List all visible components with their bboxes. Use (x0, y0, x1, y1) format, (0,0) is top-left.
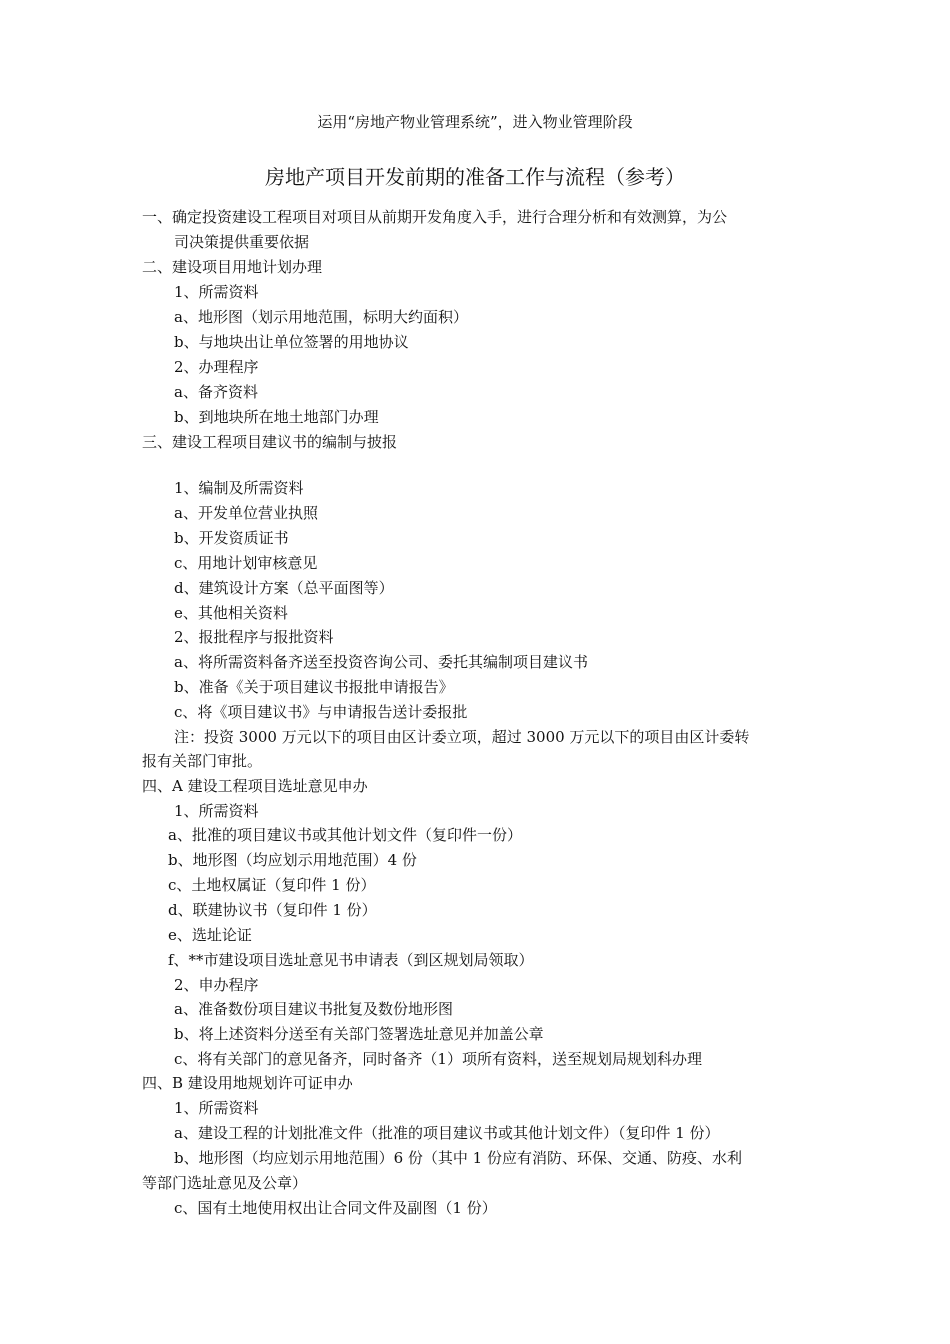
note-line-2: 报有关部门审批。 (142, 752, 263, 770)
list-item: c、用地计划审核意见 (174, 554, 318, 572)
list-item: c、将《项目建议书》与申请报告送计委报批 (174, 703, 468, 721)
list-item: 2、申办程序 (174, 976, 259, 994)
list-item: b、到地块所在地土地部门办理 (174, 408, 379, 426)
list-item: b、地形图（均应划示用地范围）6 份（其中 1 份应有消防、环保、交通、防疫、水利 (174, 1149, 742, 1167)
list-item: c、将有关部门的意见备齐，同时备齐（1）项所有资料，送至规划局规划科办理 (174, 1050, 702, 1068)
list-item: e、选址论证 (168, 926, 252, 944)
list-item: c、国有土地使用权出让合同文件及副图（1 份） (174, 1199, 497, 1217)
section-heading: 四、A 建设工程项目选址意见申办 (142, 777, 368, 795)
list-item: 1、所需资料 (174, 283, 259, 301)
list-item: d、联建协议书（复印件 1 份） (168, 901, 377, 919)
section-heading: 四、B 建设用地规划许可证申办 (142, 1074, 353, 1092)
list-item: 2、报批程序与报批资料 (174, 628, 334, 646)
list-item: a、备齐资料 (174, 383, 258, 401)
list-item-continued: 等部门选址意见及公章） (142, 1174, 308, 1192)
list-item: b、地形图（均应划示用地范围）4 份 (168, 851, 417, 869)
list-item: b、将上述资料分送至有关部门签署选址意见并加盖公章 (174, 1025, 544, 1043)
list-item: 1、所需资料 (174, 802, 259, 820)
list-item: d、建筑设计方案（总平面图等） (174, 579, 394, 597)
note-line-1: 注：投资 3000 万元以下的项目由区计委立项，超过 3000 万元以下的项目由区计委转 (174, 728, 750, 746)
section-heading: 二、建设项目用地计划办理 (142, 258, 323, 276)
list-item: e、其他相关资料 (174, 604, 288, 622)
list-item: a、建设工程的计划批准文件（批准的项目建议书或其他计划文件）（复印件 1 份） (174, 1124, 720, 1142)
section-1-line-2: 司决策提供重要依据 (174, 233, 310, 251)
list-item: a、准备数份项目建议书批复及数份地形图 (174, 1000, 453, 1018)
document-title: 房地产项目开发前期的准备工作与流程（参考） (265, 165, 685, 189)
section-heading: 三、建设工程项目建议书的编制与披报 (142, 433, 398, 451)
list-item: 1、编制及所需资料 (174, 479, 304, 497)
list-item: 1、所需资料 (174, 1099, 259, 1117)
list-item: b、与地块出让单位签署的用地协议 (174, 333, 409, 351)
list-item: a、地形图（划示用地范围，标明大约面积） (174, 308, 468, 326)
list-item: c、土地权属证（复印件 1 份） (168, 876, 376, 894)
list-item: f、**市建设项目选址意见书申请表（到区规划局领取） (168, 951, 534, 969)
header-line: 运用“房地产物业管理系统”，进入物业管理阶段 (317, 113, 633, 131)
list-item: a、开发单位营业执照 (174, 504, 318, 522)
list-item: a、将所需资料备齐送至投资咨询公司、委托其编制项目建议书 (174, 653, 588, 671)
list-item: b、开发资质证书 (174, 529, 289, 547)
list-item: b、准备《关于项目建议书报批申请报告》 (174, 678, 454, 696)
list-item: 2、办理程序 (174, 358, 259, 376)
list-item: a、批准的项目建议书或其他计划文件（复印件一份） (168, 826, 522, 844)
section-1-line-1: 一、确定投资建设工程项目对项目从前期开发角度入手，进行合理分析和有效测算，为公 (142, 208, 728, 226)
